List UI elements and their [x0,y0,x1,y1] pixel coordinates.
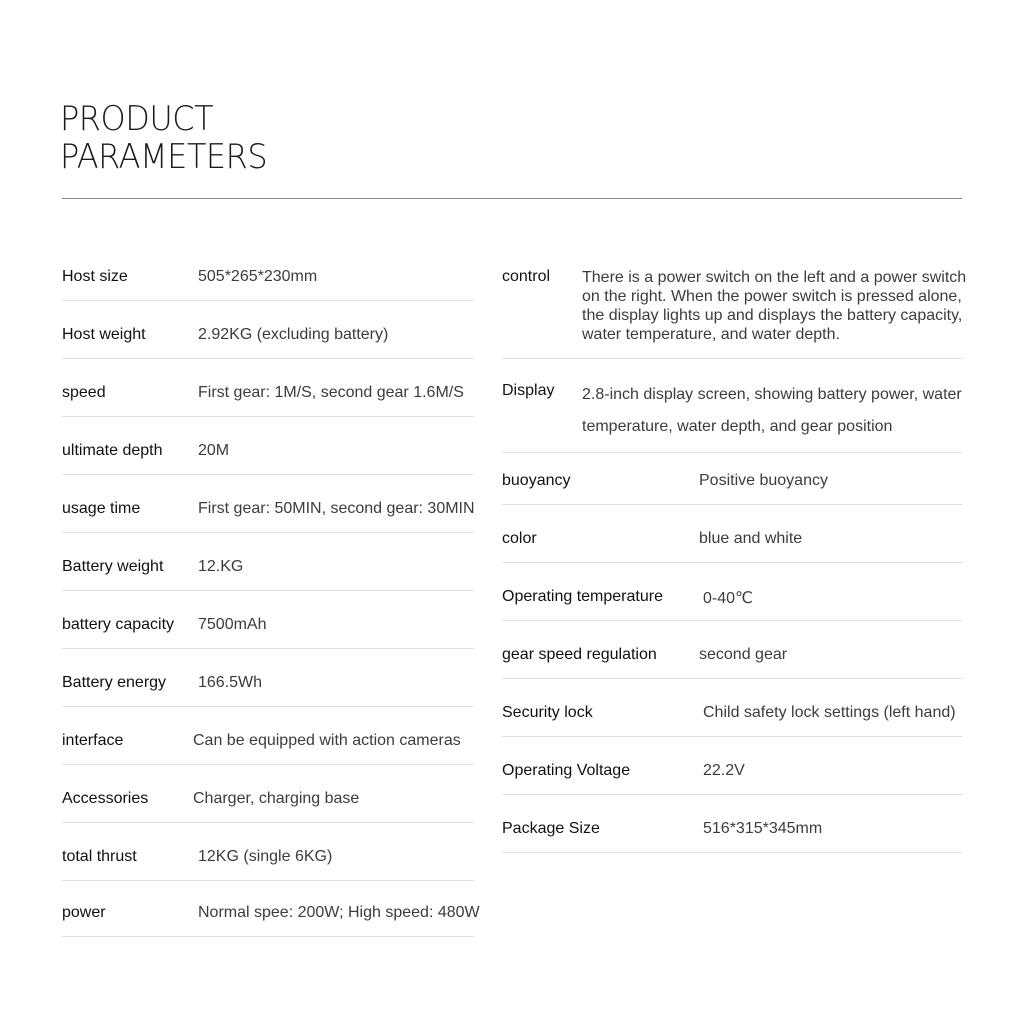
title-divider [62,198,962,199]
param-row-total-thrust [62,823,474,881]
param-value: 22.2V [703,762,745,779]
param-label: Host size [62,268,128,285]
param-value: Charger, charging base [193,790,360,807]
param-value: 2.8-inch display screen, showing battery power, water temperature, water depth, and gear position [582,386,962,435]
param-label: Accessories [62,790,149,807]
param-row-display [502,359,963,453]
param-value: 12.KG [198,558,244,575]
param-row-ultimate-depth [62,417,474,475]
param-row-security-lock [502,679,963,737]
param-label: power [62,904,106,921]
param-label: color [502,530,537,547]
param-label: ultimate depth [62,442,163,459]
param-label: usage time [62,500,141,517]
param-label: speed [62,384,106,401]
param-row-battery-weight [62,533,474,591]
param-row-gear-speed-regulation [502,621,963,679]
param-value: 516*315*345mm [703,820,823,837]
param-label: Security lock [502,704,593,721]
param-value: 0-40℃ [703,590,753,607]
param-value: blue and white [699,530,803,547]
param-label: Battery weight [62,558,164,575]
param-label: total thrust [62,848,137,865]
param-row-color [502,505,963,563]
param-row-package-size [502,795,963,853]
title-line-2: PARAMETERS [60,137,268,177]
param-row-speed [62,359,474,417]
param-label: Operating Voltage [502,762,631,779]
param-label: buoyancy [502,472,571,489]
param-label: Package Size [502,820,600,837]
param-row-accessories [62,765,474,823]
param-label: Operating temperature [502,588,663,605]
param-row-battery-capacity [62,591,474,649]
param-value: 166.5Wh [198,674,263,691]
param-row-host-weight [62,301,474,359]
param-row-operating-voltage [502,737,963,795]
param-value: There is a power switch on the left and a power switch on the right. When the power switch is pressed alone, the display lights up and displays the battery capacity, water temperature, and water depth. [582,269,967,343]
param-row-interface [62,707,474,765]
param-label: gear speed regulation [502,646,657,663]
param-value: First gear: 50MIN, second gear: 30MIN [198,500,475,517]
param-row-power [62,881,480,937]
param-value: 20M [198,442,230,459]
param-label: control [502,268,551,285]
param-row-battery-energy [62,649,474,707]
param-label: battery capacity [62,616,175,633]
param-value: 12KG (single 6KG) [198,848,333,865]
param-row-host-size [62,248,474,301]
param-value: 7500mAh [198,616,267,633]
param-label: Battery energy [62,674,167,691]
param-value: second gear [699,646,788,663]
param-value: Child safety lock settings (left hand) [703,704,956,721]
param-label: interface [62,732,124,749]
title-line-1: PRODUCT [60,99,214,139]
param-value: First gear: 1M/S, second gear 1.6M/S [198,384,464,401]
param-label: Host weight [62,326,146,343]
param-row-operating-temperature [502,563,963,621]
param-value: Can be equipped with action cameras [193,732,461,749]
param-value: 505*265*230mm [198,268,318,285]
param-row-buoyancy [502,453,963,505]
param-value: Normal spee: 200W; High speed: 480W [198,904,480,921]
param-value: Positive buoyancy [699,472,828,489]
param-label: Display [502,382,555,399]
param-value: 2.92KG (excluding battery) [198,326,389,343]
page-title [60,100,267,176]
param-row-control [502,248,967,359]
param-row-usage-time [62,475,474,533]
